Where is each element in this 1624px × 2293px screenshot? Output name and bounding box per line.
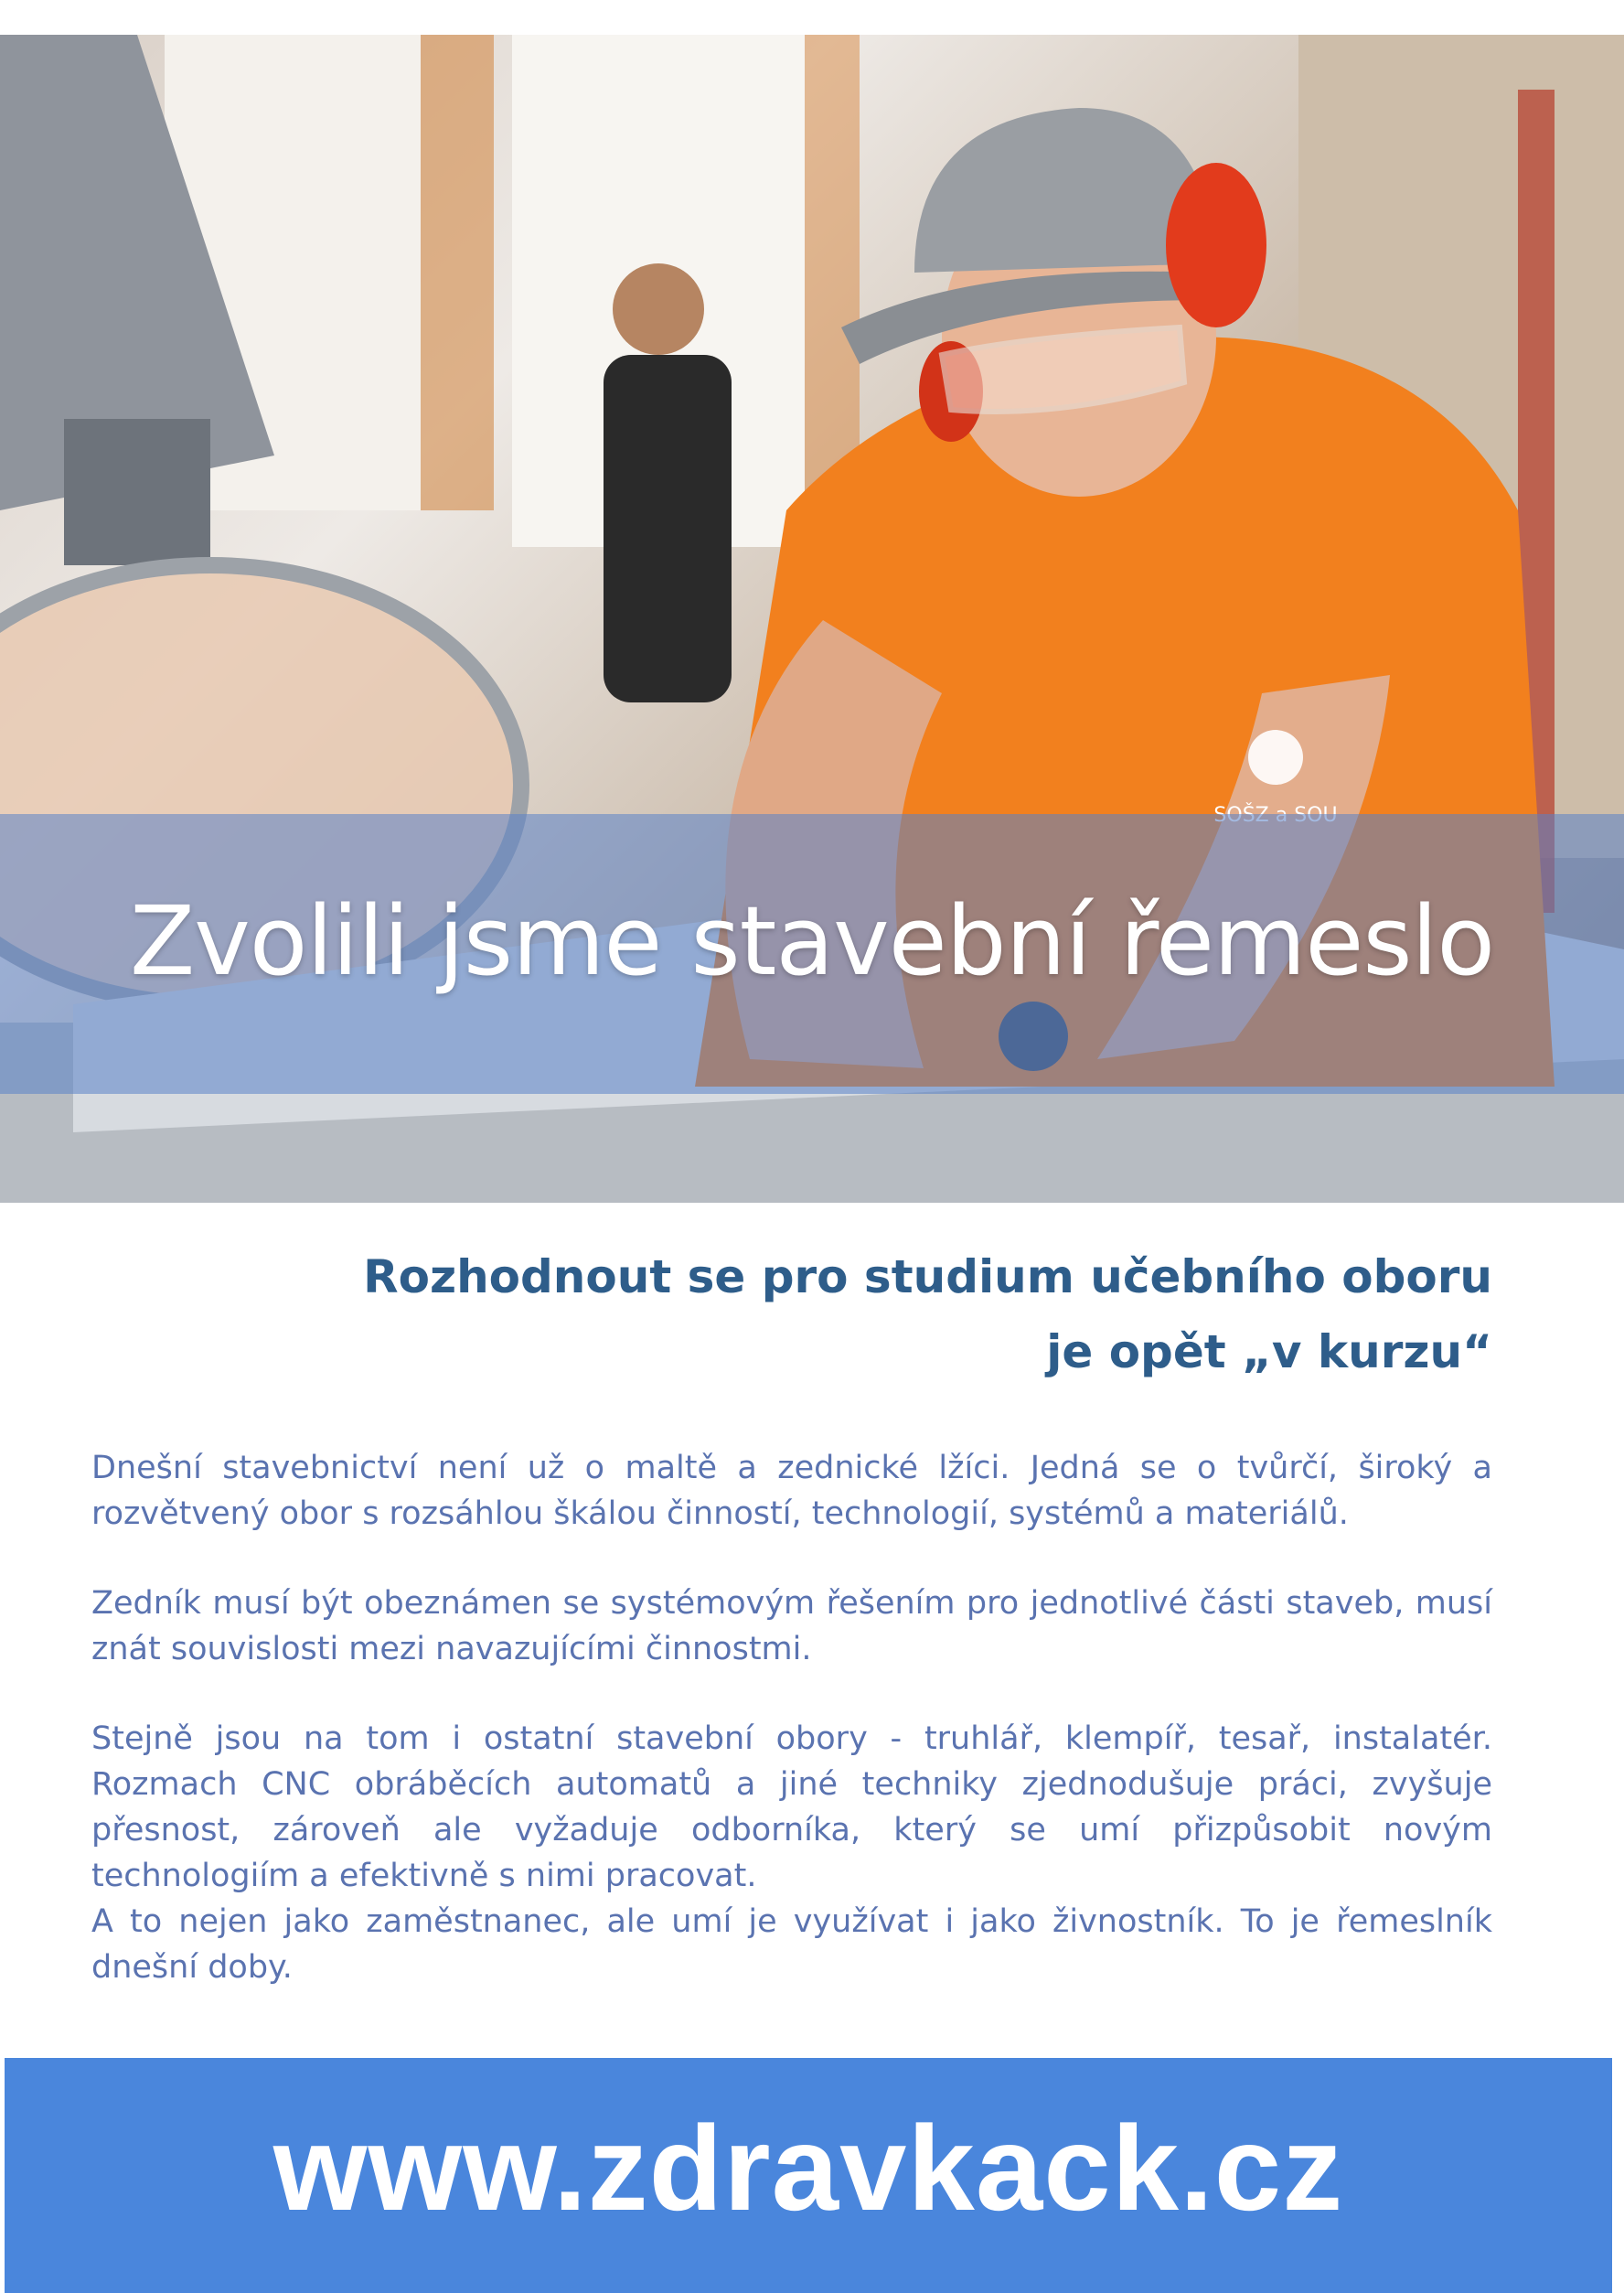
ear-protector-icon <box>1166 163 1266 327</box>
school-logo-icon <box>1248 730 1303 785</box>
paragraph-1: Dnešní stavebnictví není už o maltě a zednické lžíci. Jedná se o tvůrčí, široký a rozvětvený obor s rozsáhlou škálou činností, technologií, systémů a materiálů. <box>91 1450 1492 1532</box>
window-frame <box>421 35 494 510</box>
background-worker-body <box>604 355 732 702</box>
website-link[interactable]: www.zdravkack.cz <box>272 2101 1344 2235</box>
hero-photo <box>0 35 1624 1203</box>
footer-band <box>5 2058 1612 2293</box>
saw-arm <box>64 419 210 565</box>
subheadline-line-1: Rozhodnout se pro studium učebního oboru <box>363 1250 1492 1303</box>
paragraph-4: A to nejen jako zaměstnanec, ale umí je využívat i jako živnostník. To je řemeslník dnešní doby. <box>91 1903 1492 1986</box>
subheadline <box>363 1239 1492 1389</box>
paragraph-2: Zedník musí být obeznámen se systémovým řešením pro jednotlivé části staveb, musí znát souvislosti mezi navazujícími činnostmi. <box>91 1585 1492 1667</box>
page-title: Zvolili jsme stavební řemeslo <box>129 885 1495 997</box>
background-worker-head <box>613 263 704 355</box>
paragraph-3: Stejně jsou na tom i ostatní stavební obory - truhlář, klempíř, tesař, instalatér. Rozmach CNC obráběcích automatů a jiné techniky zjednodušuje práci, zvyšuje přesnost, zároveň ale vyžaduje odborníka, který se umí přizpůsobit novým technologiím a efektivně s nimi pracovat. <box>91 1720 1492 1894</box>
subheadline-line-2: je opět „v kurzu“ <box>1046 1325 1492 1378</box>
body-text <box>91 1445 1492 2034</box>
